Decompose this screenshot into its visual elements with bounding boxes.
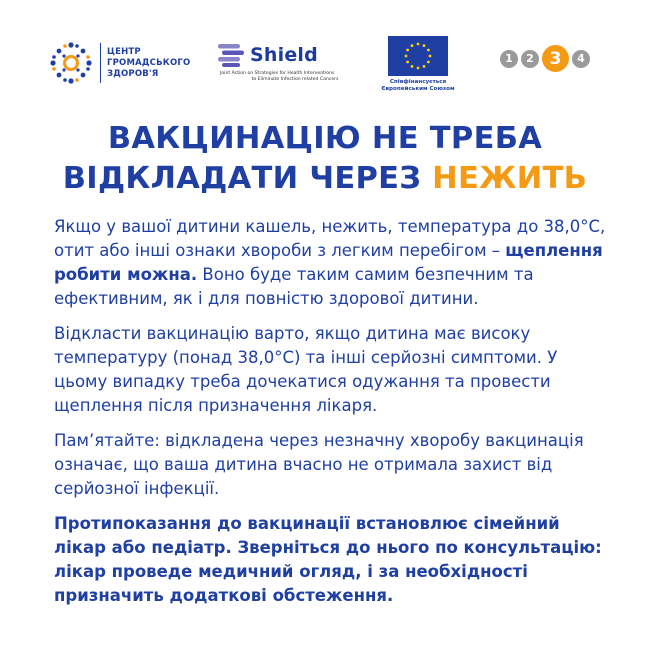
eu-text-line-2: Європейським Союзом [381, 86, 455, 92]
paragraph-3: Пам’ятайте: відкладена через незначну хворобу вакцинація означає, що ваша дитина вчасно не отримала захист від серйозної інфекції. [54, 431, 584, 498]
title-line-2 [0, 159, 650, 199]
phc-name-line-1: ЦЕНТР [107, 46, 141, 57]
eu-flag-icon [388, 36, 448, 76]
logo-divider [100, 43, 101, 83]
shield-subtitle-line-2: to Eliminate Infection related Cancers [251, 77, 339, 82]
paragraph-1-text-end: Воно буде таким самим безпечним та ефективним, як і для повністю здорової дитини. [54, 265, 534, 308]
step-indicator [500, 45, 593, 72]
title-line-1: ВАКЦИНАЦІЮ НЕ ТРЕБА [107, 121, 543, 156]
step-4: 4 [572, 50, 590, 68]
paragraph-1-text-start: Якщо у вашої дитини кашель, нежить, температура до 38,0°С, отит або інші ознаки хвороби з легким перебігом – [54, 217, 606, 260]
eu-text-line-1: Співфінансується [389, 79, 447, 85]
paragraph-2: Відкласти вакцинацію варто, якщо дитина має високу температуру (понад 38,0°С) та інші серйозні симптоми. У цьому випадку треба дочекатися одужання та провести щеплення після призначення лікаря. [54, 324, 558, 415]
eu-cofunding-text [378, 79, 458, 93]
title-accent-word: НЕЖИТЬ [432, 161, 588, 196]
body-text [54, 215, 606, 619]
step-2: 2 [521, 50, 539, 68]
eu-cofunding-logo [378, 36, 458, 93]
header [0, 0, 650, 110]
shield-logo [216, 42, 366, 83]
step-3-active: 3 [542, 45, 569, 72]
phc-name-line-2: ГРОМАДСЬКОГО [107, 57, 191, 68]
phc-name-line-3: ЗДОРОВ'Я [107, 68, 159, 79]
title-line-2-main: ВІДКЛАДАТИ ЧЕРЕЗ [62, 161, 433, 196]
shield-emblem-icon [216, 42, 246, 68]
public-health-center-logo [48, 40, 190, 86]
page-title [0, 119, 650, 199]
step-1: 1 [500, 50, 518, 68]
shield-subtitle [220, 71, 370, 83]
public-health-center-name [107, 47, 190, 80]
paragraph-1-emphasis: щеплення робити можна. [54, 241, 603, 284]
paragraph-1 [54, 215, 606, 311]
paragraph-4-bold: Протипоказання до вакцинації встановлює сімейний лікар або педіатр. Зверніться до нього по консультацію: лікар проведе медичний огляд, і за необхідності призначить додаткові обстеження. [54, 514, 602, 605]
shield-subtitle-line-1: Joint Action on Strategies for Health Interventions [220, 71, 335, 76]
public-health-center-emblem-icon [48, 40, 94, 86]
shield-wordmark: Shield [250, 44, 318, 66]
